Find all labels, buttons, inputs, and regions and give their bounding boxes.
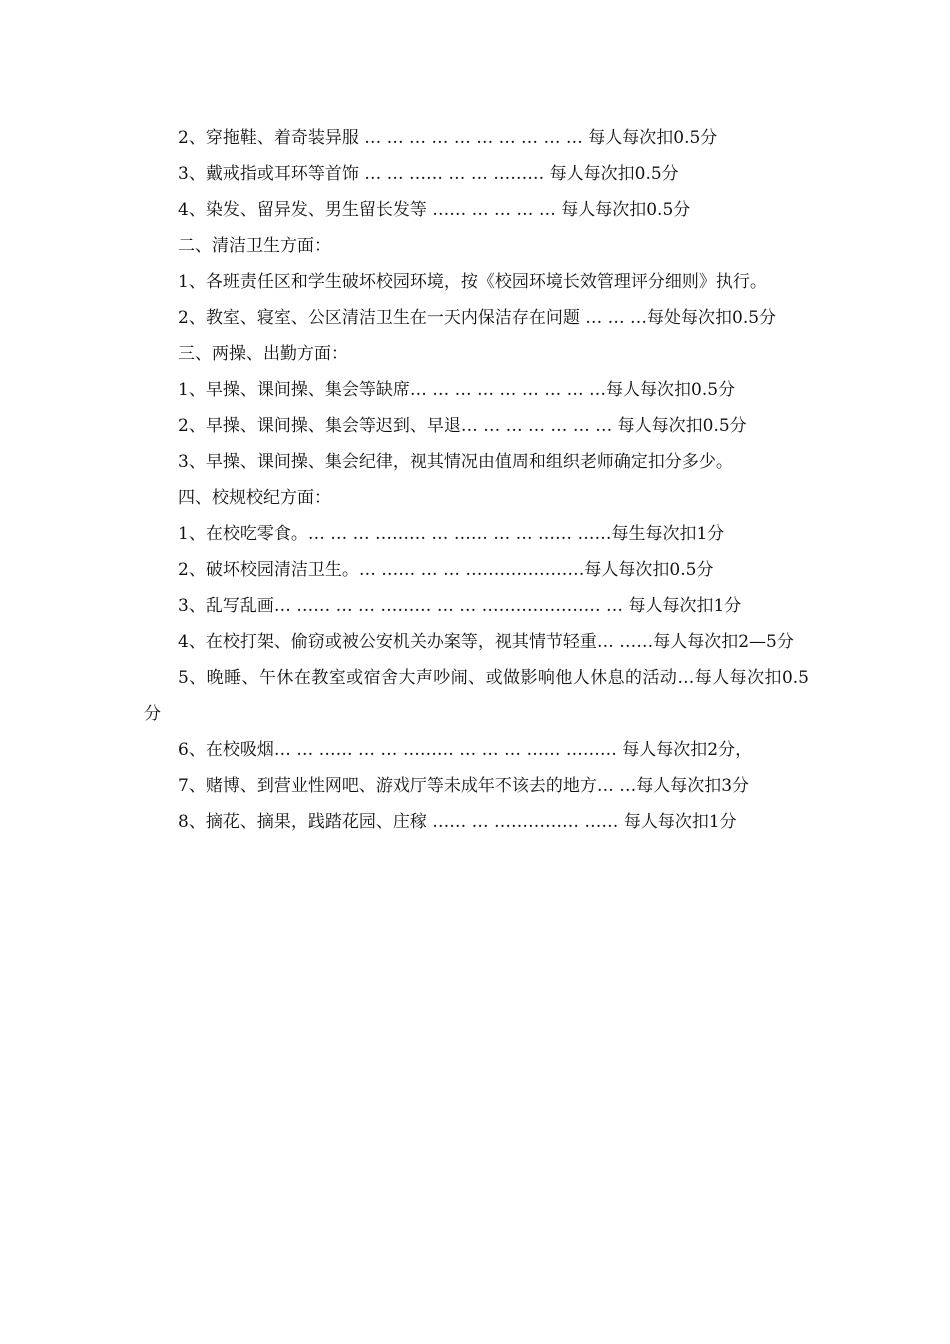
paragraph: 4、染发、留异发、男生留长发等 …… … … … … 每人每次扣0.5分 (178, 200, 691, 220)
paragraph: 2、早操、课间操、集会等迟到、早退… … … … … … … 每人每次扣0.5分 (178, 416, 747, 436)
section-heading: 四、校规校纪方面： (178, 488, 331, 508)
paragraph: 6、在校吸烟… … …… … … ……… … … … …… ……… 每人每次扣2分， (178, 740, 753, 760)
paragraph: 1、各班责任区和学生破坏校园环境，按《校园环境长效管理评分细则》执行。 (178, 272, 767, 292)
paragraph: 3、早操、课间操、集会纪律，视其情况由值周和组织老师确定扣分多少。 (178, 452, 733, 472)
paragraph: 4、在校打架、偷窃或被公安机关办案等，视其情节轻重… ……每人每次扣2—5分 (178, 632, 794, 652)
paragraph: 2、教室、寝室、公区清洁卫生在一天内保洁存在问题 … … …每处每次扣0.5分 (178, 308, 777, 328)
paragraph: 7、赌博、到营业性网吧、游戏厅等未成年不该去的地方… …每人每次扣3分 (178, 776, 750, 796)
section-heading: 二、清洁卫生方面： (178, 236, 331, 256)
paragraph: 1、早操、课间操、集会等缺席… … … … … … … … …每人每次扣0.5分 (178, 380, 736, 400)
paragraph: 2、穿拖鞋、着奇装异服 … … … … … … … … … … 每人每次扣0.5分 (178, 128, 718, 148)
document-body (144, 120, 809, 840)
paragraph: 2、破坏校园清洁卫生。… …… … … …………………每人每次扣0.5分 (178, 560, 714, 580)
paragraph: 1、在校吃零食。… … … ……… … …… … … …… ……每生每次扣1分 (178, 524, 725, 544)
section-heading: 三、两操、出勤方面： (178, 344, 348, 364)
paragraph: 3、乱写乱画… …… … … ……… … … ………………… … 每人每次扣1分 (178, 596, 742, 616)
paragraph: 5、晚睡、午休在教室或宿舍大声吵闹、或做影响他人休息的活动…每人每次扣0.5分 (144, 668, 809, 724)
paragraph: 8、摘花、摘果，践踏花园、庄稼 …… … …………… …… 每人每次扣1分 (178, 812, 737, 832)
paragraph: 3、戴戒指或耳环等首饰 … … …… … … ……… 每人每次扣0.5分 (178, 164, 679, 184)
